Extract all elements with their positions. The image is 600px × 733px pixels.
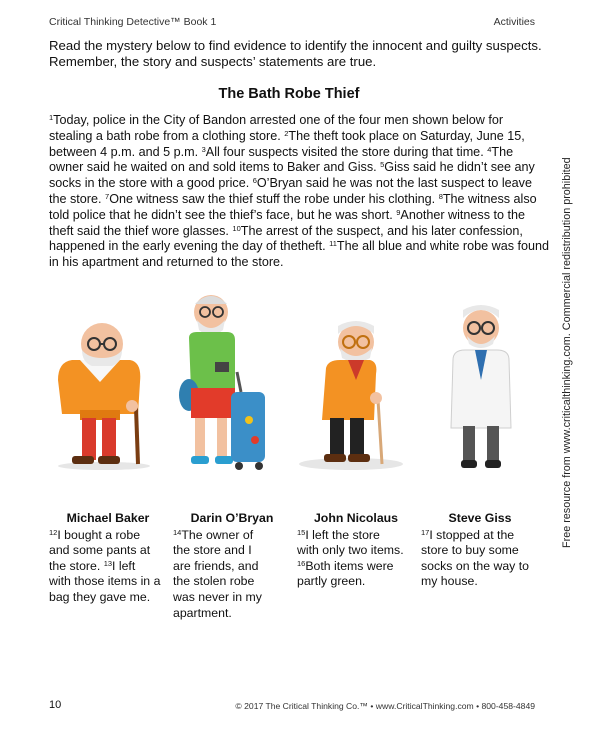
instructions-line: Read the mystery below to find evidence to identify the innocent and guilty suspects. — [49, 38, 542, 53]
suspect-name: Steve Giss — [448, 511, 512, 525]
suspect-name: Michael Baker — [66, 511, 150, 525]
suspect-michael-baker: Michael Baker $^{12}$I bought a robe and some pants at the store. $^{13}$I left with those items in a bag they gave me. — [49, 511, 167, 606]
suspect-name: Darin O’Bryan — [190, 511, 274, 525]
book-title-header: Critical Thinking Detective™ Book 1 — [49, 16, 217, 28]
redistribution-notice: Free resource from www.criticalthinking.com. Commercial redistribution prohibited — [561, 157, 573, 548]
instructions — [49, 38, 542, 70]
story-title: The Bath Robe Thief — [218, 86, 360, 102]
steve-giss-illustration — [441, 300, 521, 475]
john-nicolaus-illustration — [296, 318, 406, 473]
suspect-darin-obryan: Darin O’Bryan $^{14}$The owner of the store and I are friends, and the stolen robe was never in my apartment. — [173, 511, 291, 621]
page-number: 10 — [49, 699, 62, 711]
michael-baker-illustration — [52, 322, 157, 472]
section-header: Activities — [493, 16, 535, 28]
instructions-line: Remember, the story and suspects’ statements are true. — [49, 54, 377, 69]
darin-obryan-illustration — [175, 290, 270, 475]
copyright-footer: © 2017 The Critical Thinking Co.™ • www.CriticalThinking.com • 800-458-4849 — [235, 701, 535, 711]
suspect-name: John Nicolaus — [313, 511, 399, 525]
suspect-john-nicolaus: John Nicolaus $^{15}$I left the store with only two items. $^{16}$Both items were partly green. — [297, 511, 415, 590]
story-text: $^1$Today, police in the City of Bandon arrested one of the four men shown below for stealing a bath robe from a clothing store. $^2$The theft took place on Saturday, June 15, between 4 p.m. and 5 p.m. $^3$All four suspects visited the store during that time. $^4$The owner said he waited on and sold items to Baker and Giss. $^5$Giss said he didn’t see any socks in the store with a good price. $^6$O’Bryan said he was not the last suspect to leave the store. $^7$One witness saw the thief stuff the robe under his clothing. $^8$The witness also told police that he didn’t see the thief’s face, but he was short. $^9$Another witness to the theft said the thief wore glasses. $^{10}$The arrest of the suspect, and his later confession, happened in the early evening the day of thetheft. $^{11}$The all blue and white robe was found in his apartment and returned to the store. — [49, 113, 550, 270]
suspect-steve-giss: Steve Giss $^{17}$I stopped at the store to buy some socks on the way to my house. — [421, 511, 539, 590]
